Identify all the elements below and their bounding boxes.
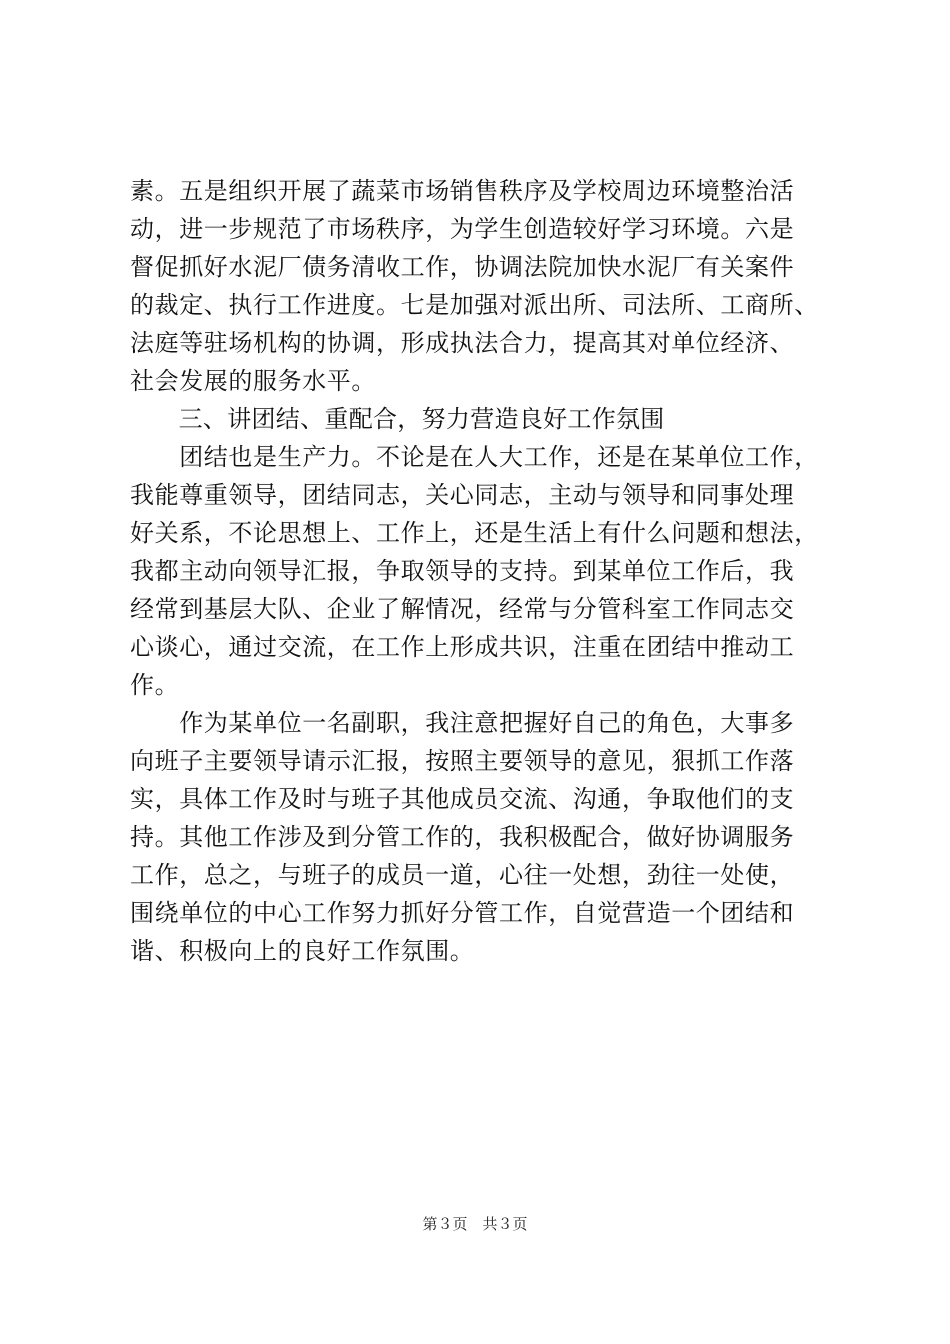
text-line: 实，具体工作及时与班子其他成员交流、沟通，争取他们的支 (130, 785, 795, 813)
text-line: 我都主动向领导汇报，争取领导的支持。到某单位工作后，我 (130, 557, 795, 585)
text-line: 的裁定、执行工作进度。七是加强对派出所、司法所、工商所、 (130, 291, 819, 319)
text-line: 好关系，不论思想上、工作上，还是生活上有什么问题和想法， (130, 519, 819, 547)
text-line: 工作，总之，与班子的成员一道，心往一处想，劲往一处使， (130, 861, 795, 889)
text-line: 心谈心，通过交流，在工作上形成共识，注重在团结中推动工 (130, 633, 795, 661)
section-heading: 三、讲团结、重配合，努力营造良好工作氛围 (130, 405, 665, 433)
text-line: 动，进一步规范了市场秩序，为学生创造较好学习环境。六是 (130, 215, 795, 243)
text-line: 督促抓好水泥厂债务清收工作，协调法院加快水泥厂有关案件 (130, 253, 795, 281)
text-line: 围绕单位的中心工作努力抓好分管工作，自觉营造一个团结和 (130, 899, 795, 927)
text-line: 法庭等驻场机构的协调，形成执法合力，提高其对单位经济、 (130, 329, 795, 357)
text-line: 持。其他工作涉及到分管工作的，我积极配合，做好协调服务 (130, 823, 795, 851)
text-line: 谐、积极向上的良好工作氛围。 (130, 937, 475, 965)
text-line: 素。五是组织开展了蔬菜市场销售秩序及学校周边环境整治活 (130, 177, 795, 205)
text-line: 团结也是生产力。不论是在人大工作，还是在某单位工作， (130, 443, 819, 471)
text-line: 向班子主要领导请示汇报，按照主要领导的意见，狠抓工作落 (130, 747, 795, 775)
text-line: 社会发展的服务水平。 (130, 367, 376, 395)
text-line: 我能尊重领导，团结同志，关心同志，主动与领导和同事处理 (130, 481, 795, 509)
page-number-footer: 第３页 共３页 (422, 1215, 528, 1233)
body-text (130, 172, 830, 970)
text-line: 作。 (130, 671, 180, 699)
text-line: 作为某单位一名副职，我注意把握好自己的角色，大事多 (130, 709, 795, 737)
text-line: 经常到基层大队、企业了解情况，经常与分管科室工作同志交 (130, 595, 795, 623)
